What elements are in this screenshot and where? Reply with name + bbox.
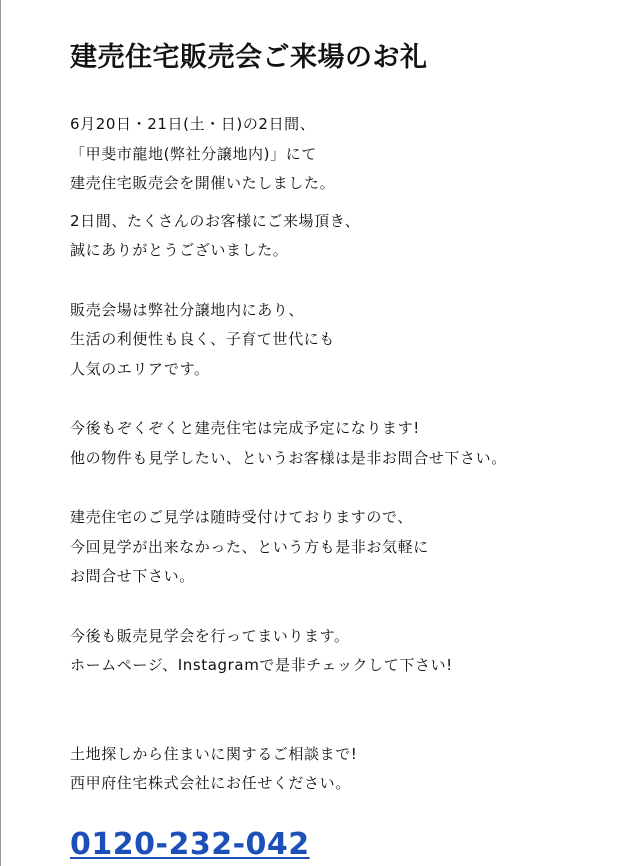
text-line: 「甲斐市龍地(弊社分譲地内)」にて [70,144,317,163]
text-line: 販売会場は弊社分譲地内にあり、 [70,300,305,319]
paragraph-event-summary [70,110,630,199]
text-line: 誠にありがとうございました。 [70,241,289,259]
paragraph-upcoming [70,414,630,473]
page-title: 建売住宅販売会ご来場のお礼 [70,42,428,73]
text-line: 他の物件も見学したい、というお客様は是非お問合せ下さい。 [70,448,507,467]
paragraph-viewing [70,503,630,592]
text-line: 今回見学が出来なかった、という方も是非お気軽に [70,537,429,556]
text-line: 今後も販売見学会を行ってまいります。 [70,626,350,645]
article-content [70,38,630,863]
text-line: 人気のエリアです。 [70,359,210,378]
paragraph-future-events [70,622,630,681]
text-line: 生活の利便性も良く、子育て世代にも [70,330,335,348]
text-line: 土地探しから住まいに関するご相談まで! [70,744,358,763]
text-line: ホームページ、Instagramで是非チェックして下さい! [70,656,453,674]
text-line: お問合せ下さい。 [70,567,195,585]
paragraph-consultation [70,740,630,799]
text-line: 6月20日・21日(土・日)の2日間、 [70,115,316,133]
text-line: 建売住宅のご見学は随時受付けておりますので、 [70,508,413,526]
text-line: 西甲府住宅株式会社にお任せください。 [70,774,351,792]
paragraph-venue [70,296,630,385]
text-line: 建売住宅販売会を開催いたしました。 [70,174,336,192]
left-border-line [0,0,1,866]
text-line: 今後もぞくぞくと建売住宅は完成予定になります! [70,419,420,437]
phone-number-link[interactable]: 0120-232-042 [70,826,310,862]
text-line: 2日間、たくさんのお客様にご来場頂き、 [70,211,361,230]
paragraph-thanks [70,207,630,266]
